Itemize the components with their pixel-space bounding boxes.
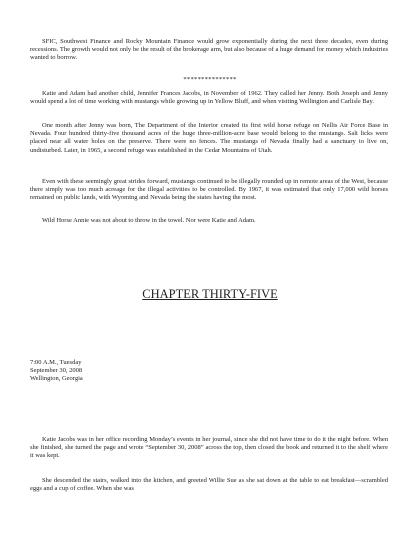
section-separator: *************** — [183, 76, 237, 83]
paragraph-wild-horse-refuge: One month after Jenny was born, The Department of the Interior created its first wild horse refuge on Nellis Air Force Base in Nevada. Four hundred thirty-five thousand acres of the huge three-million-acre base would belong to the mustangs. Salt licks were placed near all water holes on the preserve. There were no fences. The mustangs of Nevada finally had a sanctuary to live on, undisturbed. Later, in 1965, a second refuge was established in the Cedar Mountains of Utah. — [30, 122, 388, 154]
paragraph-jenny-born: Katie and Adam had another child, Jennifer Frances Jacobs, in November of 1962. They called her Jenny. Both Joseph and Jenny would spend a lot of time working with mustangs while growing up in Yellow Bluff, and when visiting Wellington and Carlisle Bay. — [30, 90, 388, 106]
dateline — [30, 359, 83, 384]
dateline-time: 7:00 A.M., Tuesday — [30, 359, 82, 366]
paragraph-mustangs-roundup: Even with these seemingly great strides forward, mustangs continued to be illegally rounded up in remote areas of the West, because there simply was too much acreage for the illegal activities to be controlled. By 1967, it was estimated that only 17,000 wild horses remained on public lands, with Wyoming and Nevada being the states having the most. — [30, 178, 388, 202]
chapter-title: CHAPTER THIRTY-FIVE — [142, 287, 278, 301]
dateline-place: Wellington, Georgia — [30, 375, 83, 383]
dateline-date: September 30, 2008 — [30, 367, 83, 375]
paragraph-wild-horse-annie: Wild Horse Annie was not about to throw in the towel. Nor were Katie and Adam. — [42, 217, 256, 224]
paragraph-sfic-growth: SFIC, Southwest Finance and Rocky Mountain Finance would grow exponentially during the next three decades, even during recessions. The growth would not only be the result of the brokerage arm, but also because of a huge demand for money which industries wanted to borrow. — [30, 38, 388, 62]
paragraph-katie-breakfast: She descended the stairs, walked into the kitchen, and greeted Willie Sue as she sat down at the table to eat breakfast—scrambled eggs and a cup of coffee. When she was — [30, 477, 388, 493]
paragraph-katie-journal: Katie Jacobs was in her office recording Monday’s events in her journal, since she did not have time to do it the night before. When she finished, she turned the page and wrote “September 30, 2008” across the top, then closed the book and returned it to the shelf where it was kept. — [30, 436, 388, 460]
